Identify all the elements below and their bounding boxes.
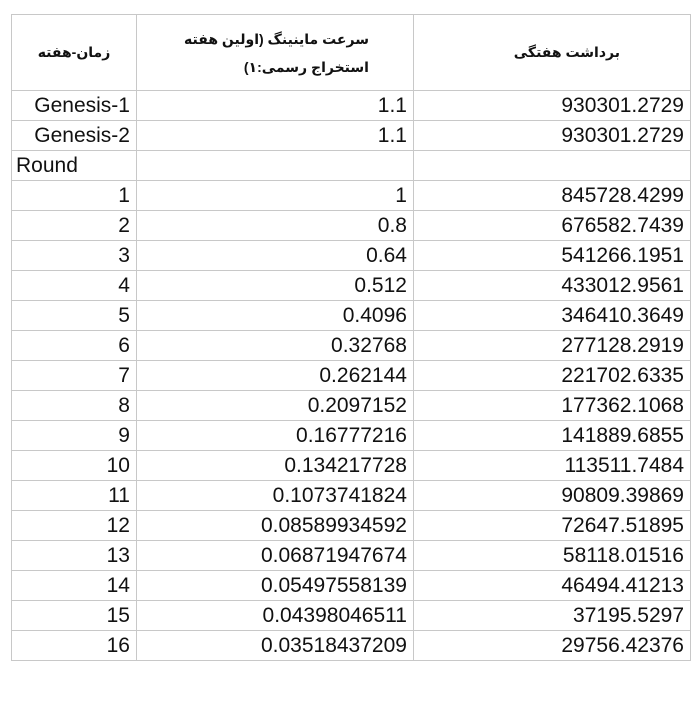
harvest-cell[interactable]: 277128.2919 [413, 331, 690, 361]
round-number-cell[interactable]: 2 [12, 211, 137, 241]
round-row [12, 301, 691, 331]
harvest-cell[interactable]: 113511.7484 [413, 451, 690, 481]
speed-cell[interactable]: 0.08589934592 [136, 511, 413, 541]
empty-cell[interactable] [413, 151, 690, 181]
round-number-cell[interactable]: 6 [12, 331, 137, 361]
genesis-label-cell[interactable]: Genesis-2 [12, 121, 137, 151]
round-row [12, 361, 691, 391]
round-label-cell[interactable]: Round [12, 151, 137, 181]
round-number-cell[interactable]: 10 [12, 451, 137, 481]
harvest-cell[interactable]: 845728.4299 [413, 181, 690, 211]
genesis-label-cell[interactable]: Genesis-1 [12, 91, 137, 121]
round-number-cell[interactable]: 4 [12, 271, 137, 301]
speed-cell[interactable]: 0.64 [136, 241, 413, 271]
round-row [12, 211, 691, 241]
harvest-cell[interactable]: 930301.2729 [413, 121, 690, 151]
round-number-cell[interactable]: 3 [12, 241, 137, 271]
speed-cell[interactable]: 0.05497558139 [136, 571, 413, 601]
harvest-cell[interactable]: 541266.1951 [413, 241, 690, 271]
speed-cell[interactable]: 1.1 [136, 121, 413, 151]
harvest-cell[interactable]: 90809.39869 [413, 481, 690, 511]
speed-cell[interactable]: 0.262144 [136, 361, 413, 391]
round-row [12, 391, 691, 421]
round-number-cell[interactable]: 12 [12, 511, 137, 541]
harvest-cell[interactable]: 346410.3649 [413, 301, 690, 331]
round-row [12, 451, 691, 481]
harvest-cell[interactable]: 58118.01516 [413, 541, 690, 571]
speed-cell[interactable]: 0.03518437209 [136, 631, 413, 661]
speed-cell[interactable]: 1 [136, 181, 413, 211]
harvest-cell[interactable]: 177362.1068 [413, 391, 690, 421]
round-row [12, 421, 691, 451]
speed-cell[interactable]: 0.512 [136, 271, 413, 301]
round-row [12, 241, 691, 271]
speed-cell[interactable]: 0.1073741824 [136, 481, 413, 511]
round-number-cell[interactable]: 11 [12, 481, 137, 511]
round-number-cell[interactable]: 5 [12, 301, 137, 331]
round-row [12, 511, 691, 541]
speed-cell[interactable]: 1.1 [136, 91, 413, 121]
round-row [12, 571, 691, 601]
speed-cell[interactable]: 0.04398046511 [136, 601, 413, 631]
round-row [12, 601, 691, 631]
harvest-cell[interactable]: 37195.5297 [413, 601, 690, 631]
speed-cell[interactable]: 0.2097152 [136, 391, 413, 421]
round-number-cell[interactable]: 16 [12, 631, 137, 661]
header-weekly-harvest[interactable]: برداشت هفتگی [413, 15, 690, 91]
speed-cell[interactable]: 0.16777216 [136, 421, 413, 451]
round-number-cell[interactable]: 8 [12, 391, 137, 421]
speed-cell[interactable]: 0.134217728 [136, 451, 413, 481]
harvest-cell[interactable]: 433012.9561 [413, 271, 690, 301]
round-number-cell[interactable]: 14 [12, 571, 137, 601]
harvest-cell[interactable]: 72647.51895 [413, 511, 690, 541]
round-row [12, 631, 691, 661]
round-row [12, 181, 691, 211]
harvest-cell[interactable]: 930301.2729 [413, 91, 690, 121]
genesis-row [12, 121, 691, 151]
speed-cell[interactable]: 0.8 [136, 211, 413, 241]
speed-cell[interactable]: 0.32768 [136, 331, 413, 361]
empty-cell[interactable] [136, 151, 413, 181]
round-number-cell[interactable]: 13 [12, 541, 137, 571]
round-number-cell[interactable]: 9 [12, 421, 137, 451]
speed-cell[interactable]: 0.4096 [136, 301, 413, 331]
round-row [12, 271, 691, 301]
round-row [12, 331, 691, 361]
round-row [12, 541, 691, 571]
speed-cell[interactable]: 0.06871947674 [136, 541, 413, 571]
header-mining-speed[interactable]: سرعت ماینینگ (اولین هفته استخراج رسمی:۱) [136, 15, 413, 91]
round-number-cell[interactable]: 7 [12, 361, 137, 391]
harvest-cell[interactable]: 141889.6855 [413, 421, 690, 451]
round-number-cell[interactable]: 1 [12, 181, 137, 211]
round-label-row [12, 151, 691, 181]
header-row [12, 15, 691, 91]
mining-schedule-table [11, 14, 691, 661]
genesis-row [12, 91, 691, 121]
round-number-cell[interactable]: 15 [12, 601, 137, 631]
harvest-cell[interactable]: 46494.41213 [413, 571, 690, 601]
harvest-cell[interactable]: 29756.42376 [413, 631, 690, 661]
header-time-week[interactable]: زمان-هفته [12, 15, 137, 91]
harvest-cell[interactable]: 676582.7439 [413, 211, 690, 241]
round-row [12, 481, 691, 511]
harvest-cell[interactable]: 221702.6335 [413, 361, 690, 391]
